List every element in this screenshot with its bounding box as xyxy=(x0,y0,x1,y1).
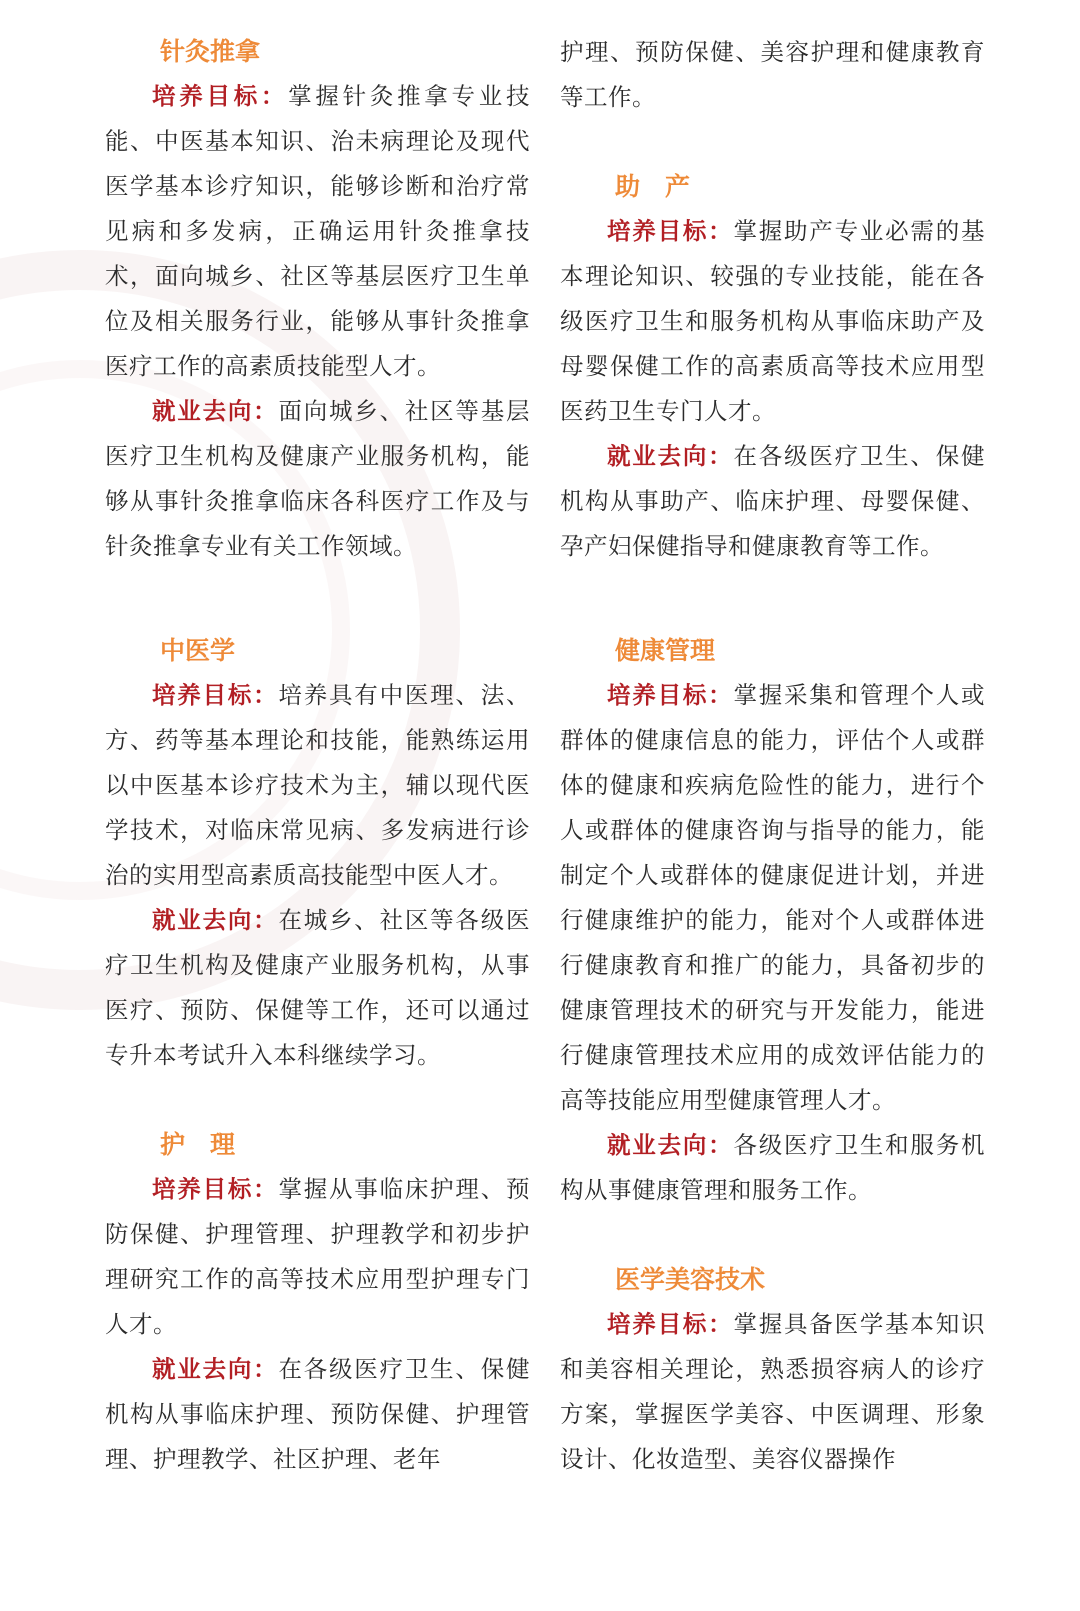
section-title: 护 理 xyxy=(160,1130,236,1159)
employment xyxy=(105,898,530,1078)
section-yixue-meirong xyxy=(560,1258,985,1482)
section-title: 针灸推拿 xyxy=(160,37,261,66)
job-text: 在城乡、社区等各级医疗卫生机构及健康产业服务机构，从事医疗、预防、保健等工作，还可以通过专升本考试升入本科继续学习。 xyxy=(105,906,531,1069)
job-label: 就业去向： xyxy=(607,442,734,470)
job-label: 就业去向： xyxy=(152,1355,279,1383)
goal-text: 培养具有中医理、法、方、药等基本理论和技能，能熟练运用以中医基本诊疗技术为主，辅以现代医学技术，对临床常见病、多发病进行诊治的实用型高素质高技能型中医人才。 xyxy=(105,681,531,889)
goal-text: 掌握助产专业必需的基本理论知识、较强的专业技能，能在各级医疗卫生和服务机构从事临床助产及母婴保健工作的高素质高等技术应用型医药卫生专门人才。 xyxy=(560,217,986,425)
section-title: 健康管理 xyxy=(615,636,716,665)
job-text: 在各级医疗卫生、保健机构从事助产、临床护理、母婴保健、孕产妇保健指导和健康教育等工作。 xyxy=(560,442,986,560)
goal-text: 掌握针灸推拿专业技能、中医基本知识、治未病理论及现代医学基本诊疗知识，能够诊断和治疗常见病和多发病，正确运用针灸推拿技术，面向城乡、社区等基层医疗卫生单位及相关服务行业，能够从事针灸推拿医疗工作的高素质技能型人才。 xyxy=(105,82,531,380)
employment xyxy=(560,434,985,569)
huli-continued-text: 护理、预防保健、美容护理和健康教育等工作。 xyxy=(560,38,985,111)
section-jiankang-guanli xyxy=(560,629,985,1213)
goal-label: 培养目标： xyxy=(152,1175,279,1203)
goal-label: 培养目标： xyxy=(607,681,734,709)
job-label: 就业去向： xyxy=(152,906,279,934)
training-goal xyxy=(105,74,530,389)
section-title: 医学美容技术 xyxy=(615,1265,766,1294)
employment xyxy=(560,1123,985,1213)
spacer xyxy=(560,569,985,629)
right-column xyxy=(560,30,985,1482)
spacer xyxy=(105,1078,530,1123)
goal-text: 掌握从事临床护理、预防保健、护理管理、护理教学和初步护理研究工作的高等技术应用型护理专门人才。 xyxy=(105,1175,531,1338)
spacer xyxy=(560,120,985,165)
training-goal xyxy=(560,1302,985,1482)
section-huli xyxy=(105,1123,530,1482)
goal-label: 培养目标： xyxy=(607,1310,734,1338)
spacer xyxy=(105,569,530,629)
section-title: 中医学 xyxy=(160,636,236,665)
section-zhuchan xyxy=(560,165,985,569)
goal-label: 培养目标： xyxy=(152,681,279,709)
training-goal xyxy=(105,673,530,898)
goal-label: 培养目标： xyxy=(607,217,734,245)
goal-text: 掌握采集和管理个人或群体的健康信息的能力，评估个人或群体的健康和疾病危险性的能力，进行个人或群体的健康咨询与指导的能力，能制定个人或群体的健康促进计划，并进行健康维护的能力，能对个人或群体进行健康教育和推广的能力，具备初步的健康管理技术的研究与开发能力，能进行健康管理技术应用的成效评估能力的高等技能应用型健康管理人才。 xyxy=(560,681,986,1114)
employment xyxy=(105,389,530,569)
job-text: 各级医疗卫生和服务机构从事健康管理和服务工作。 xyxy=(560,1131,986,1204)
spacer xyxy=(560,1213,985,1258)
training-goal xyxy=(105,1167,530,1347)
goal-text: 掌握具备医学基本知识和美容相关理论，熟悉损容病人的诊疗方案，掌握医学美容、中医调理、形象设计、化妆造型、美容仪器操作 xyxy=(560,1310,986,1473)
section-zhongyi xyxy=(105,629,530,1078)
job-label: 就业去向： xyxy=(607,1131,734,1159)
goal-label: 培养目标： xyxy=(152,82,289,110)
job-text: 面向城乡、社区等基层医疗卫生机构及健康产业服务机构，能够从事针灸推拿临床各科医疗工作及与针灸推拿专业有关工作领域。 xyxy=(105,397,531,560)
section-title: 助 产 xyxy=(615,172,691,201)
section-zhenjiu-tuina xyxy=(105,30,530,569)
job-label: 就业去向： xyxy=(152,397,279,425)
employment xyxy=(105,1347,530,1482)
training-goal xyxy=(560,673,985,1123)
left-column xyxy=(105,30,530,1482)
job-text: 在各级医疗卫生、保健机构从事临床护理、预防保健、护理管理、护理教学、社区护理、老年 xyxy=(105,1355,531,1473)
training-goal xyxy=(560,209,985,434)
